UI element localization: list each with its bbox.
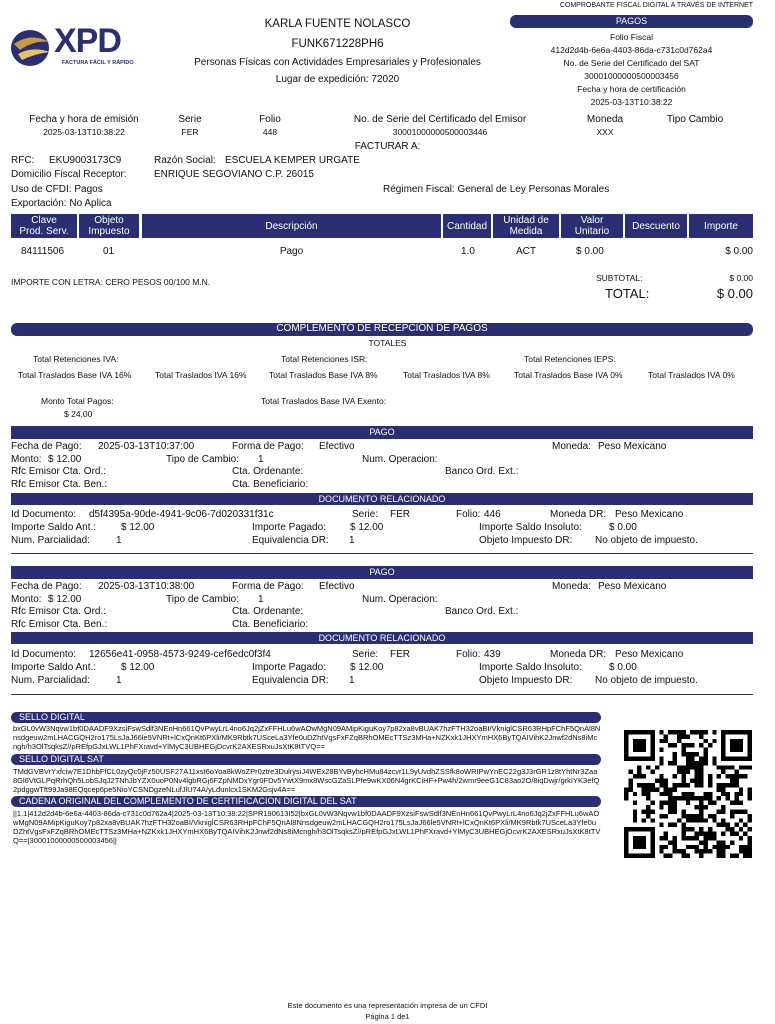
cta-ben-label: Cta. Beneficiario: bbox=[232, 619, 309, 630]
pago-title: PAGO bbox=[11, 426, 753, 439]
footer-note: Este documento es una representación impresa de un CFDI bbox=[287, 1001, 488, 1010]
tras-base-iva16: Total Traslados Base IVA 16% bbox=[18, 370, 132, 380]
issuer-name: KARLA FUENTE NOLASCO bbox=[264, 18, 411, 30]
moneda-label: Moneda bbox=[586, 114, 624, 125]
folio-label: Folio bbox=[259, 114, 281, 125]
cert-sat: 30001000000500003456 bbox=[584, 71, 679, 81]
doc-folio: 446 bbox=[484, 509, 501, 520]
razon-label: Razón Social: bbox=[154, 155, 216, 166]
monto: $ 12.00 bbox=[48, 594, 82, 605]
moneda-pago: Peso Mexicano bbox=[598, 581, 667, 592]
logo-emblem-icon bbox=[10, 28, 54, 68]
rfc-label: RFC: bbox=[11, 155, 35, 166]
fecha-pago: 2025-03-13T10:37:00 bbox=[98, 441, 195, 452]
rfc-ord-label: Rfc Emisor Cta. Ord.: bbox=[11, 606, 107, 617]
doc-serie-label: Serie: bbox=[352, 509, 379, 520]
tipo-cambio-pago-label: Tipo de Cambio: bbox=[166, 594, 239, 605]
tras-iva16: Total Traslados IVA 16% bbox=[155, 370, 247, 380]
id-doc-label: Id Documento: bbox=[11, 509, 77, 520]
complemento-title: COMPLEMENTO DE RECEPCIÓN DE PAGOS bbox=[11, 323, 753, 336]
cta-ord-label: Cta. Ordenante: bbox=[232, 606, 304, 617]
parcialidad: 1 bbox=[116, 535, 122, 546]
doc-relacionado-title: DOCUMENTO RELACIONADO bbox=[11, 632, 753, 644]
folio-fiscal: 412d2d4b-6e6a-4403-86da-c731c0d762a4 bbox=[550, 45, 713, 55]
th-unidad: Unidad de Medida bbox=[493, 214, 559, 238]
importe-pagado: $ 12.00 bbox=[350, 522, 384, 533]
subtotal: $ 0.00 bbox=[729, 273, 753, 283]
id-doc: d5f4395a-90de-4941-9c06-7d020331f31c bbox=[89, 509, 274, 520]
importe-pagado-label: Importe Pagado: bbox=[252, 662, 326, 673]
forma-pago-label: Forma de Pago: bbox=[232, 441, 304, 452]
tipo-cambio-label: Tipo Cambio bbox=[666, 114, 724, 125]
issuer-place: Lugar de expedición: 72020 bbox=[275, 74, 400, 85]
num-operacion-label: Num. Operacion: bbox=[362, 594, 438, 605]
moneda-pago-label: Moneda: bbox=[552, 441, 591, 452]
monto-label: Monto: bbox=[11, 454, 42, 465]
equivalencia-label: Equivalencia DR: bbox=[252, 675, 329, 686]
moneda-pago: Peso Mexicano bbox=[598, 441, 667, 452]
folio: 448 bbox=[262, 127, 278, 137]
row-cantidad: 1.0 bbox=[461, 246, 475, 257]
objeto-dr-label: Objeto Impuesto DR: bbox=[479, 675, 573, 686]
ret-iva-label: Total Retenciones IVA: bbox=[33, 354, 119, 364]
qr-code-icon bbox=[624, 730, 752, 858]
num-operacion-label: Num. Operacion: bbox=[362, 454, 438, 465]
ret-isr-label: Total Retenciones ISR: bbox=[281, 354, 368, 364]
moneda-dr-label: Moneda DR: bbox=[550, 509, 607, 520]
saldo-insoluto-label: Importe Saldo Insoluto: bbox=[479, 662, 582, 673]
th-cantidad: Cantidad bbox=[443, 214, 491, 238]
domicilio-label: Domicilio Fiscal Receptor: bbox=[11, 169, 127, 180]
exportacion: Exportación: No Aplica bbox=[11, 198, 112, 209]
equivalencia: 1 bbox=[349, 675, 355, 686]
monto-label: Monto: bbox=[11, 594, 42, 605]
issuer-rfc: FUNK671228PH6 bbox=[291, 38, 384, 50]
top-note: COMPROBANTE FISCAL DIGITAL A TRAVÉS DE INTERNET bbox=[559, 2, 753, 9]
row-clave: 84111506 bbox=[21, 246, 65, 257]
doc-serie: FER bbox=[390, 509, 410, 520]
total: $ 0.00 bbox=[716, 286, 753, 301]
importe-letra: IMPORTE CON LETRA: CERO PESOS 00/100 M.N. bbox=[11, 277, 211, 287]
doc-serie-label: Serie: bbox=[352, 649, 379, 660]
moneda-dr: Peso Mexicano bbox=[615, 509, 684, 520]
pagos-box-title: PAGOS bbox=[510, 15, 753, 28]
forma-pago: Efectivo bbox=[319, 441, 355, 452]
fecha-pago-label: Fecha de Pago: bbox=[11, 441, 82, 452]
id-doc: 12656e41-0958-4573-9249-cef6edc0f3f4 bbox=[89, 649, 271, 660]
receiver-rfc: EKU9003173C9 bbox=[49, 155, 122, 166]
cert-date: 2025-03-13T10:38:22 bbox=[590, 97, 673, 107]
moneda-dr-label: Moneda DR: bbox=[550, 649, 607, 660]
saldo-ant: $ 12.00 bbox=[121, 522, 155, 533]
parcialidad-label: Num. Parcialidad: bbox=[11, 535, 90, 546]
th-importe: Importe bbox=[689, 214, 753, 238]
serie-label: Serie bbox=[178, 114, 202, 125]
fecha-pago-label: Fecha de Pago: bbox=[11, 581, 82, 592]
sello-digital-title: SELLO DIGITAL bbox=[11, 712, 601, 723]
doc-folio-label: Folio: bbox=[456, 509, 481, 520]
saldo-ant-label: Importe Saldo Ant.: bbox=[11, 522, 97, 533]
moneda-dr: Peso Mexicano bbox=[615, 649, 684, 660]
th-objeto: Objeto Impuesto bbox=[79, 214, 139, 238]
saldo-insoluto: $ 0.00 bbox=[609, 522, 637, 533]
th-descuento: Descuento bbox=[625, 214, 687, 238]
cadena-original-title: CADENA ORIGINAL DEL COMPLEMENTO DE CERTIFICACION DIGITAL DEL SAT bbox=[11, 796, 601, 807]
tras-iva0: Total Traslados IVA 0% bbox=[648, 370, 735, 380]
rfc-ben-label: Rfc Emisor Cta. Ben.: bbox=[11, 479, 108, 490]
objeto-dr: No objeto de impuesto. bbox=[595, 675, 698, 686]
total-label: TOTAL: bbox=[605, 286, 650, 301]
cadena-original-text: ||1.1|412d2d4b-6e6a-4403-86da-c731c0d762a4|2025-03-13T10:38:22|SPR190613I52|bxGL0vW3Nqvw1bf0DAADF9XzsiFswSdlf3NEnHn661QvPwyLrL4no6Jq2jZxFFHLu6wAOwMgN09AMipKiguKoy7p82xa8vBUAK7hzFTH32oaBI/VkniglCSR63RHpFChF5QnAl8Nnsdgeuw2mLHACGQH2ro175LsJaJ66le5VNRt+lCxQnKt6PXli/MK9Rbtk7USceLa3Yfe0uDZhtVgsFxFZqBRhOMEcTTSz3MHa+NZKxk1JHXYmHX6ByTQAIVihK2Jnwf2dNs8iMcngh/h3OlTsqksZ//pREfpGJxLWL1PhFXravd+YlMyC3UBHEGjDcvrK2AXESRxuJsXtK8tTVQ==|30001000000500003456|| bbox=[13, 809, 601, 845]
emission-date-label: Fecha y hora de emisión bbox=[29, 114, 139, 125]
doc-relacionado-title: DOCUMENTO RELACIONADO bbox=[11, 493, 753, 505]
emission-date: 2025-03-13T10:38:22 bbox=[43, 127, 125, 137]
regimen-fiscal: Régimen Fiscal: General de Ley Personas Morales bbox=[383, 184, 610, 195]
cta-ord-label: Cta. Ordenante: bbox=[232, 466, 304, 477]
tipo-cambio-pago: 1 bbox=[258, 594, 264, 605]
row-objeto: 01 bbox=[103, 246, 115, 257]
cert-emisor-label: No. de Serie del Certificado del Emisor bbox=[353, 114, 527, 125]
doc-serie: FER bbox=[390, 649, 410, 660]
doc-folio-label: Folio: bbox=[456, 649, 481, 660]
divider bbox=[11, 694, 753, 695]
banco-label: Banco Ord. Ext.: bbox=[445, 606, 519, 617]
objeto-dr-label: Objeto Impuesto DR: bbox=[479, 535, 573, 546]
monto: $ 12.00 bbox=[48, 454, 82, 465]
equivalencia-label: Equivalencia DR: bbox=[252, 535, 329, 546]
facturar-a-title: FACTURAR A: bbox=[354, 141, 421, 152]
row-importe: $ 0.00 bbox=[725, 246, 753, 257]
row-unidad: ACT bbox=[516, 246, 536, 257]
tras-base-iva8: Total Traslados Base IVA 8% bbox=[269, 370, 378, 380]
cert-sat-label: No. de Serie del Certificado del SAT bbox=[563, 58, 700, 68]
monto-total-label: Monto Total Pagos: bbox=[41, 396, 114, 406]
row-valor: $ 0.00 bbox=[576, 246, 604, 257]
th-descripcion: Descripción bbox=[142, 214, 441, 238]
fecha-pago: 2025-03-13T10:38:00 bbox=[98, 581, 195, 592]
banco-label: Banco Ord. Ext.: bbox=[445, 466, 519, 477]
page-number: Página 1 de1 bbox=[365, 1012, 410, 1021]
company-logo bbox=[10, 22, 140, 72]
logo-tagline: FACTURA FÁCIL Y RÁPIDO bbox=[62, 60, 134, 66]
importe-pagado: $ 12.00 bbox=[350, 662, 384, 673]
objeto-dr: No objeto de impuesto. bbox=[595, 535, 698, 546]
equivalencia: 1 bbox=[349, 535, 355, 546]
moneda: XXX bbox=[596, 127, 614, 137]
ret-ieps-label: Total Retenciones IEPS: bbox=[524, 354, 616, 364]
th-clave: Clave Prod. Serv. bbox=[11, 214, 77, 238]
totales-title: TOTALES bbox=[368, 338, 407, 348]
tipo-cambio-pago-label: Tipo de Cambio: bbox=[166, 454, 239, 465]
divider bbox=[11, 553, 753, 554]
receiver-domicilio: ENRIQUE SEGOVIANO C.P. 26015 bbox=[154, 169, 314, 180]
tras-exento-label: Total Traslados Base IVA Exento: bbox=[261, 396, 387, 406]
moneda-pago-label: Moneda: bbox=[552, 581, 591, 592]
row-descripcion: Pago bbox=[279, 246, 304, 257]
logo-text: XPD bbox=[54, 22, 121, 60]
cta-ben-label: Cta. Beneficiario: bbox=[232, 479, 309, 490]
pago-title: PAGO bbox=[11, 566, 753, 579]
folio-fiscal-label: Folio Fiscal bbox=[610, 32, 653, 42]
saldo-insoluto: $ 0.00 bbox=[609, 662, 637, 673]
saldo-insoluto-label: Importe Saldo Insoluto: bbox=[479, 522, 582, 533]
tipo-cambio-pago: 1 bbox=[258, 454, 264, 465]
receiver-razon: ESCUELA KEMPER URGATE bbox=[225, 155, 360, 166]
doc-folio: 439 bbox=[484, 649, 501, 660]
monto-total: $ 24.00 bbox=[64, 409, 93, 419]
sello-sat-title: SELLO DIGITAL SAT bbox=[11, 754, 601, 765]
rfc-ben-label: Rfc Emisor Cta. Ben.: bbox=[11, 619, 108, 630]
uso-cfdi: Uso de CFDI: Pagos bbox=[11, 184, 103, 195]
forma-pago-label: Forma de Pago: bbox=[232, 581, 304, 592]
saldo-ant: $ 12.00 bbox=[121, 662, 155, 673]
tras-iva8: Total Traslados IVA 8% bbox=[403, 370, 490, 380]
serie: FER bbox=[181, 127, 199, 137]
id-doc-label: Id Documento: bbox=[11, 649, 77, 660]
th-valor: Valor Unitario bbox=[561, 214, 623, 238]
issuer-regime: Personas Físicas con Actividades Empresariales y Profesionales bbox=[194, 57, 481, 68]
saldo-ant-label: Importe Saldo Ant.: bbox=[11, 662, 97, 673]
forma-pago: Efectivo bbox=[319, 581, 355, 592]
cert-emisor: 30001000000500003446 bbox=[392, 127, 488, 137]
sello-digital-text: bxGL0vW3Nqvw1bf0DAADF9XzsiFswSdlf3NEnHn661QvPwyLrL4no6Jq2jZxFFHLu6wAOwMgN09AMipKiguKoy7p82xa8vBUAK7hzFTH32oaBI/VkniglCSR63RHpFChF5QnAl8Nnsdgeuw2mLHACGQH2ro175LsJaJ66le5VNRt+lCxQnKt6PXli/MK9Rbtk7USceLa3Yfe0uDZhtVgsFxFZqBRhOMEcTTSz3MHa+NZKxk1JHXYmHX6ByTQAIVihK2Jnwf2dNs8iMcngh/h3OlTsqksZ//pREfpGJxLWL1PhFXravd+YlMyC3UBHEGjDcvrK2AXESRxuJsXtK8tTVQ== bbox=[13, 724, 601, 751]
importe-pagado-label: Importe Pagado: bbox=[252, 522, 326, 533]
cert-date-label: Fecha y hora de certificación bbox=[577, 84, 686, 94]
subtotal-label: SUBTOTAL: bbox=[596, 273, 643, 283]
parcialidad: 1 bbox=[116, 675, 122, 686]
sello-sat-text: TMdGVBVrYxfciw7E1DhbFfCL0zyQc0jFz50USF27A11xst6oYoa8kWoZPr0ztre3DulrysiJ4WEx28BYvByhcHMu84zcvr1L9yUvdhZSSfk8oWRIPwYnEC22g3J3rGR1z8tYhtNr3Zaa8Gl6VtGLPqRrhQh5LobSJqJ2TNhJbYZX0uoP0Nv4lgbRGj6FZpNMDxYgr0FDv5YwtX9mx8WscGZaSLPfe9wKX06N4grKCiHF+Pw4h/2wmr9eeG1C83ao2O/8iqDwjr/grkIYK3efQ2pdggwTft99Ja98EQqcep6pe5NioYCSNDgzeNLufJlU74A/yLdunlcx1SKM2Gsjv4A== bbox=[13, 767, 600, 794]
parcialidad-label: Num. Parcialidad: bbox=[11, 675, 90, 686]
rfc-ord-label: Rfc Emisor Cta. Ord.: bbox=[11, 466, 107, 477]
tras-base-iva0: Total Traslados Base IVA 0% bbox=[514, 370, 623, 380]
